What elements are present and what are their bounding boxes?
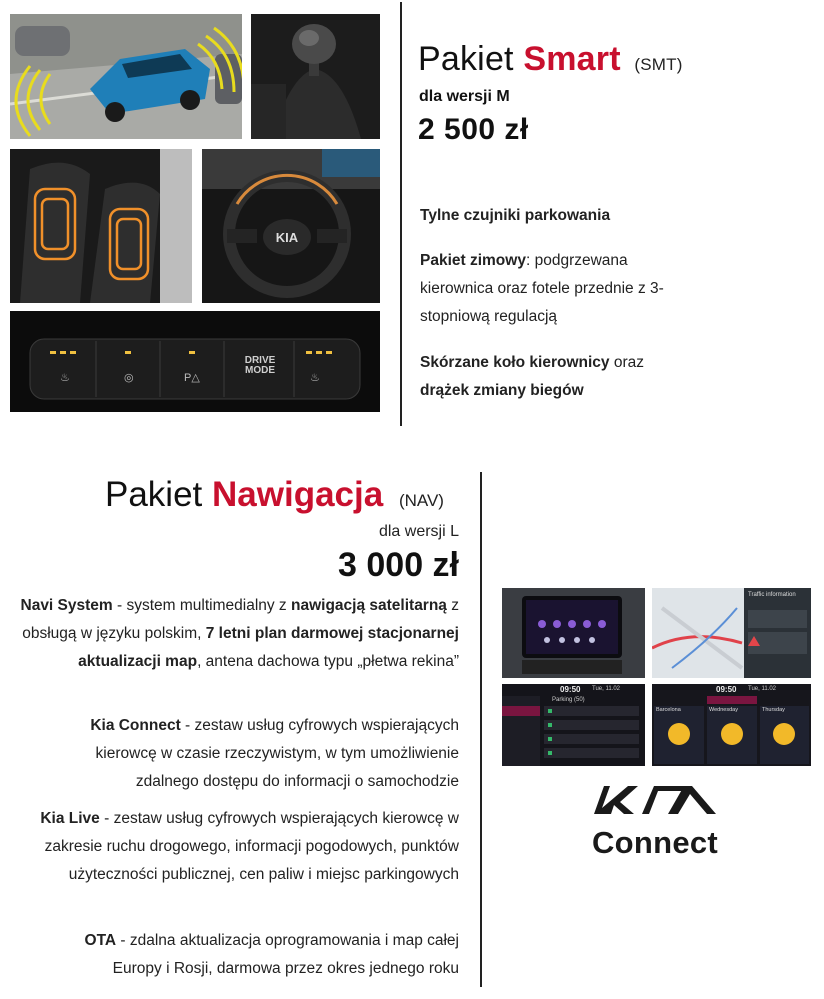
svg-text:KIA: KIA <box>275 230 299 245</box>
kia-connect-word: Connect <box>591 825 719 860</box>
parking-date: Tue, 11.02 <box>592 686 621 692</box>
weather-clock: 09:50 <box>716 685 737 694</box>
smart-feature-leather-text: oraz <box>609 354 644 371</box>
smart-feature-winter <box>420 247 670 331</box>
smart-title-prefix: Pakiet <box>418 40 514 78</box>
nav-item-navi-b2: nawigacją satelitarną <box>291 597 447 614</box>
smart-divider <box>400 2 402 426</box>
nav-item-ota-t1: - zdalna aktualizacja oprogramowania i map całej Europy i Rosji, darmowa przez okres jednego roku <box>112 932 459 977</box>
weather-city-3: Thursday <box>762 707 785 713</box>
nav-item-live-t1: - zestaw usług cyfrowych wspierających kierowcę w zakresie ruchu drogowego, informacji pogodowych, punktów użyteczności publicznej, cen paliw i miejsc parkingowych <box>44 810 459 883</box>
nav-variant-text: dla wersji L <box>378 523 459 540</box>
nav-price: 3 000 zł <box>338 546 459 584</box>
watermark: otomoto <box>2 966 89 988</box>
nav-item-navi-t1: - system multimedialny z <box>112 597 291 614</box>
parking-clock: 09:50 <box>560 685 581 694</box>
weather-screen-photo <box>652 684 811 766</box>
svg-text:♨: ♨ <box>310 372 320 384</box>
smart-package-title <box>418 40 683 79</box>
smart-price: 2 500 zł <box>418 113 529 146</box>
nav-item-connect-t1: - zestaw usług cyfrowych wspierających kierowcę w czasie rzeczywistym, w tym umożliwienie zdalnego dostępu do informacji o samochodzie <box>95 717 459 790</box>
smart-variant: dla wersji M <box>419 88 510 105</box>
parking-sensors-photo <box>10 14 242 139</box>
nav-code: (NAV) <box>398 491 444 510</box>
nav-item-ota-b1: OTA <box>84 932 117 949</box>
smart-feature-winter-text: : podgrzewana kierownica oraz fotele przednie z 3-stopniową regulacją <box>420 252 664 325</box>
smart-feature-leather-bold: Skórzane koło kierownicy <box>420 354 610 371</box>
gear-shift-photo <box>251 14 380 139</box>
steering-wheel-photo <box>202 149 380 303</box>
smart-feature-winter-bold: Pakiet zimowy <box>420 252 526 269</box>
button-panel-photo <box>10 311 380 412</box>
nav-divider <box>480 472 482 987</box>
drive-mode-label-1: DRIVE <box>244 355 276 366</box>
parking-label: Parking (50) <box>552 697 585 703</box>
smart-feature-leather-bold2: drążek zmiany biegów <box>420 382 584 399</box>
traffic-label: Traffic information <box>748 592 796 598</box>
smart-code: (SMT) <box>634 55 683 74</box>
weather-city-1: Barcelona <box>656 707 681 713</box>
traffic-map-screen-photo <box>652 588 811 678</box>
nav-item-navi-b3: 7 letni plan darmowej stacjonarnej aktualizacji map <box>78 625 459 670</box>
svg-text:♨: ♨ <box>60 372 70 384</box>
nav-title-accent: Nawigacja <box>212 475 384 514</box>
nav-item-navi-b1: Navi System <box>20 597 113 614</box>
smart-feature-parking-bold: Tylne czujniki parkowania <box>420 207 611 224</box>
nav-variant <box>379 518 459 546</box>
kia-connect-logo <box>575 782 735 861</box>
nav-item-navi-t3: , antena dachowa typu „płetwa rekina” <box>197 653 459 670</box>
nav-item-kia-connect <box>39 712 459 796</box>
smart-title-accent: Smart <box>523 40 621 78</box>
nav-item-live-b1: Kia Live <box>40 810 100 827</box>
dashboard-screen-photo <box>502 588 645 678</box>
nav-item-ota <box>39 927 459 983</box>
nav-package-title <box>105 475 444 515</box>
kia-logo-icon <box>590 782 720 818</box>
parking-screen-photo <box>502 684 645 766</box>
weather-city-2: Wednesday <box>709 707 738 713</box>
nav-item-navi-t2: z obsługą w języku polskim, <box>22 597 459 642</box>
svg-text:P△: P△ <box>184 372 200 384</box>
drive-mode-label-2: MODE <box>245 365 275 376</box>
heated-seats-photo <box>10 149 192 303</box>
nav-item-navi-system <box>14 592 459 676</box>
svg-text:◎: ◎ <box>124 372 134 384</box>
nav-title-prefix: Pakiet <box>105 475 203 514</box>
nav-item-kia-live <box>14 805 459 889</box>
smart-feature-parking <box>420 202 680 230</box>
smart-feature-leather <box>420 349 670 405</box>
nav-item-connect-b1: Kia Connect <box>90 717 181 734</box>
weather-date: Tue, 11.02 <box>748 686 777 692</box>
